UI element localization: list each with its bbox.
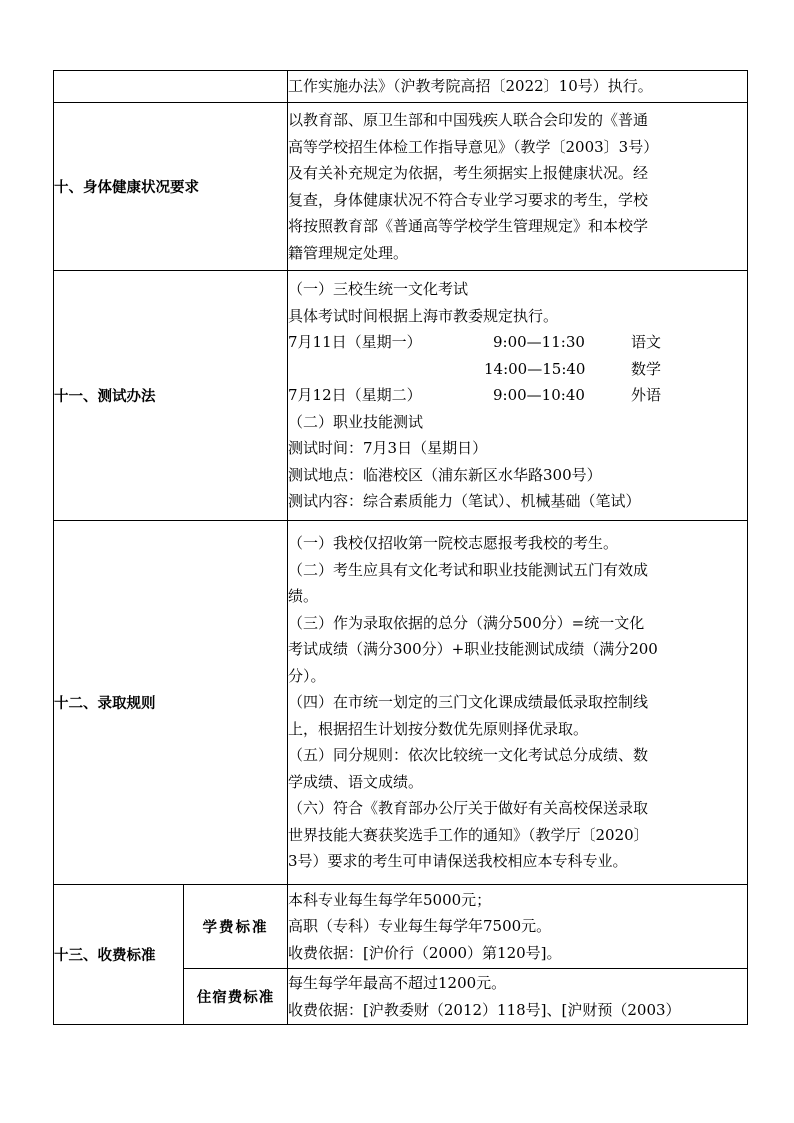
schedule-subject: 语文 [631,333,662,352]
text-line: 及有关补充规定为依据，考生须据实上报健康状况。经 [288,164,649,182]
row-content [288,969,748,1025]
schedule-date [288,356,484,383]
text-line: 每生每学年最高不超过1200元。 [288,974,507,992]
text-line: 本科专业每生每学年5000元； [288,890,492,909]
text-line: 测试地点：临港校区（浦东新区水华路300号） [288,465,602,484]
text-line: （二）考生应具有文化考试和职业技能测试五门有效成 [288,560,649,579]
text-line: 收费依据：[沪教委财（2012）118号]、[沪财预（2003） [288,1000,681,1019]
row-content [288,521,748,885]
schedule-row [288,382,747,409]
text-line: （二）职业技能测试 [288,412,424,431]
text-line: 绩。 [288,587,319,606]
table-row [54,521,748,885]
text-line: 上，根据招生计划按分数优先原则择优录取。 [288,719,589,738]
text-line: 3号）要求的考生可申请保送我校相应本专科专业。 [288,852,628,871]
admission-info-table [53,70,748,1025]
schedule-row [288,356,747,383]
text-line: 分）。 [288,666,326,685]
row-content [288,103,748,271]
dorm-label: 住宿费标准 [184,969,288,1025]
text-line: 学成绩、语文成绩。 [288,772,424,791]
text-line: （五）同分规则：依次比较统一文化考试总分成绩、数 [288,746,649,765]
text-line: （三）作为录取依据的总分（满分500分）=统一文化 [288,613,645,632]
text-line: 籍管理规定处理。 [288,243,409,262]
schedule-row [288,329,747,356]
row-content [288,271,748,521]
text-line: （四）在市统一划定的三门文化课成绩最低录取控制线 [288,693,649,712]
text-line: 测试内容：综合素质能力（笔试）、机械基础（笔试） [288,492,641,511]
text-line: 以教育部、原卫生部和中国残疾人联合会印发的《普通 [288,111,649,129]
row-label-health: 十、身体健康状况要求 [54,103,288,271]
row-label-empty [54,71,288,103]
row-label-fees: 十三、收费标准 [54,885,184,1025]
text-line: 考试成绩（满分300分）+职业技能测试成绩（满分200 [288,640,658,659]
text-line: （一）我校仅招收第一院校志愿报考我校的考生。 [288,534,619,553]
text-line: 复查，身体健康状况不符合专业学习要求的考生，学校 [288,190,649,209]
text-line: 具体考试时间根据上海市教委规定执行。 [288,306,559,325]
text-line: 高职（专科）专业每生每学年7500元。 [288,917,552,936]
text-line: 高等学校招生体检工作指导意见》（教学〔2003〕3号） [288,137,659,156]
text-line: 世界技能大赛获奖选手工作的通知》（教学厅〔2020〕 [288,825,649,844]
schedule-date: 7月12日（星期二） [288,386,422,405]
table-row [54,71,748,103]
text-line: （一）三校生统一文化考试 [288,280,469,299]
text-line: 收费依据：[沪价行（2000）第120号]。 [288,943,562,962]
schedule-time: 9:00—11:30 [493,333,585,352]
text-line: （六）符合《教育部办公厅关于做好有关高校保送录取 [288,799,649,818]
table-row [54,103,748,271]
table-row [54,271,748,521]
text-line: 测试时间：7月3日（星期日） [288,439,488,458]
schedule-date: 7月11日（星期一） [288,333,422,352]
row-label-admission: 十二、录取规则 [54,521,288,885]
schedule-time: 9:00—10:40 [493,386,585,405]
text-line: 工作实施办法》（沪教考院高招〔2022〕10号）执行。 [288,77,653,96]
schedule-subject: 外语 [631,386,662,405]
schedule-subject: 数学 [631,359,662,378]
table-row [54,885,748,969]
row-content [288,885,748,969]
text-line: 将按照教育部《普通高等学校学生管理规定》和本校学 [288,217,649,235]
schedule-time: 14:00—15:40 [484,359,586,378]
tuition-label: 学费标准 [184,885,288,969]
row-content [288,71,748,103]
row-label-test: 十一、测试办法 [54,271,288,521]
